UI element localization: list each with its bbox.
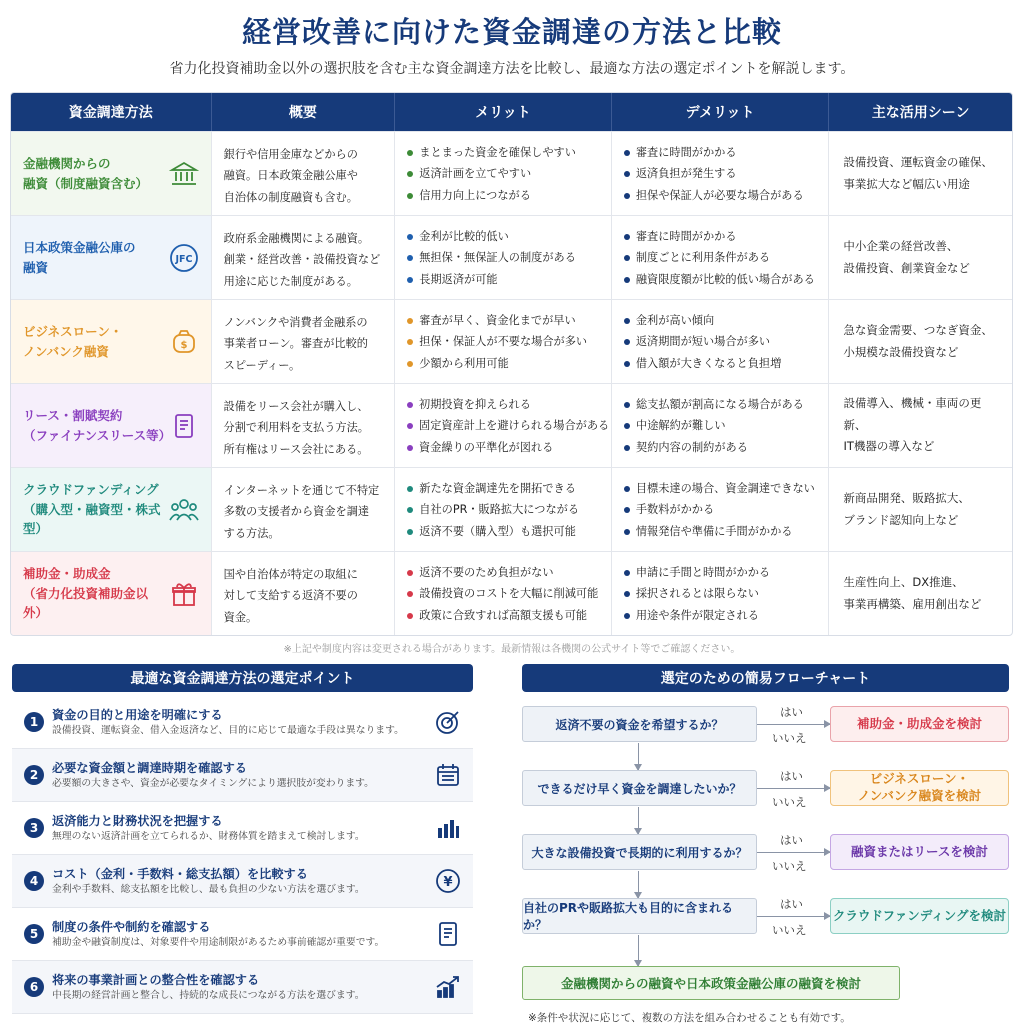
overview-line: インターネットを通じて不特定 [223,484,380,497]
point-title: 必要な資金額と調達時期を確認する [52,760,247,775]
demerits-cell [612,300,830,383]
scene-line: 中小企業の経営改善、 [843,238,959,253]
method-name-line1: ビジネスローン・ [23,324,123,340]
demerits-list [612,552,829,626]
demerit-item: 融資限度額が比較的低い場合がある [624,269,823,290]
overview-cell [212,384,396,467]
point-title: 資金の目的と用途を明確にする [52,707,223,722]
crowd-people-icon [167,493,201,527]
merit-item: 返済不要（購入型）も選択可能 [407,521,605,542]
demerits-list [612,216,829,290]
flow-question: 返済不要の資金を希望するか？ [522,706,757,742]
demerits-list [612,384,828,458]
merit-item: 初期投資を抑えられる [407,394,605,415]
flow-no-label: いいえ [772,923,807,937]
merit-item: 返済不要のため負担がない [407,562,605,583]
merits-list [395,216,611,290]
point-title: 返済能力と財務状況を把握する [52,813,223,828]
overview-line: 多数の支援者から資金を調達 [223,505,370,519]
overview-line: スピーディー。 [223,358,301,372]
selection-point-item [12,908,473,961]
selection-point-item [12,855,473,908]
demerits-cell [612,132,830,215]
flow-yes-arrow [757,724,830,725]
overview-line: 銀行や信用金庫などからの [223,148,358,161]
method-cell [11,384,212,467]
page-subtitle: 省力化投資補助金以外の選択肢を含む主な資金調達方法を比較し、最適な方法の選定ポイントを解説します。 [169,61,855,77]
demerit-item: 総支払額が割高になる場合がある [624,394,822,415]
point-number: 2 [24,765,44,785]
flow-result: ビジネスローン・ ノンバンク融資を検討 [830,770,1009,806]
method-name [23,154,148,193]
scene-line: 生産性向上、DX推進、 [843,574,964,589]
overview-line: 対して支給する返済不要の [223,589,358,603]
overview-cell [212,552,396,635]
method-name [23,564,167,622]
method-cell [11,552,212,635]
flow-question: 大きな設備投資で長期的に利用するか？ [522,834,757,870]
merit-item: 返済計画を立てやすい [407,163,605,184]
overview-line: 設備をリース会社が購入し、 [223,400,369,413]
flow-no-label: いいえ [772,731,807,745]
table-header [11,93,1012,131]
demerit-item: 返済負担が発生する [624,163,823,184]
point-description: 設備投資、運転資金、借入金返済など、目的に応じて最適な手段は異なります。 [52,724,404,736]
method-name-line2: ノンバンク融資 [23,343,109,359]
flow-yes-label: はい [780,769,803,783]
method-name-line2: （省力化投資補助金以外） [23,585,149,621]
merits-cell [395,216,612,299]
flow-yes-arrow [757,916,830,917]
flow-result: 補助金・助成金を検討 [830,706,1009,742]
flow-no-label: いいえ [772,795,807,809]
flowchart-panel [522,664,1009,1024]
point-title: 将来の事業計画との整合性を確認する [52,972,260,987]
svg-text:¥: ¥ [443,875,453,890]
demerit-item: 審査に時間がかかる [624,142,823,163]
scene-cell [829,552,1012,635]
method-cell [11,300,212,383]
selection-point-item [12,696,473,749]
flow-yes-label: はい [780,705,803,719]
target-icon [431,708,465,736]
point-description: 必要額の大きさや、資金が必要なタイミングにより選択肢が変わります。 [52,777,374,789]
selection-point-item [12,961,473,1014]
svg-text:$: $ [180,339,188,351]
demerit-item: 目標未達の場合、資金調達できない [624,478,823,499]
merit-item: 長期返済が可能 [407,269,605,290]
point-text [52,971,431,1004]
overview-line: 国や自治体が特定の取組に [223,568,358,581]
merit-item: 担保・保証人が不要な場合が多い [407,331,605,352]
overview-line: 事業者ローン。審査が比較的 [223,337,368,351]
scene-line: 小規模な設備投資など [843,344,959,359]
comparison-table [10,92,1013,636]
overview-line: 自治体の制度融資も含む。 [223,190,358,204]
flow-no-arrow [638,935,639,966]
table-row [11,131,1012,215]
flow-no-arrow [638,743,639,770]
flow-yes-arrow [757,788,830,789]
scene-cell [829,468,1012,551]
overview-cell [212,468,396,551]
table-row [11,467,1012,551]
point-text [52,759,431,792]
merit-item: 新たな資金調達先を開拓できる [407,478,605,499]
jfc-logo-icon [167,241,201,275]
flow-question: 自社のPRや販路拡大も目的に含まれるか？ [522,898,757,934]
point-description: 中長期の経営計画と整合し、持続的な成長につながる方法を選びます。 [52,989,365,1001]
demerit-item: 金利が高い傾向 [624,310,823,331]
merit-item: まとまった資金を確保しやすい [407,142,605,163]
demerit-item: 担保や保証人が必要な場合がある [624,185,823,206]
method-name-line2: （購入型・融資型・株式型） [23,501,161,537]
flow-result: クラウドファンディングを検討 [830,898,1009,934]
point-description: 無理のない返済計画を立てられるか、財務体質を踏まえて検討します。 [52,830,365,842]
demerit-item: 制度ごとに利用条件がある [624,247,823,268]
overview-line: 創業・経営改善・設備投資など [223,253,381,267]
merit-item: 少額から利用可能 [407,353,605,374]
demerits-cell [612,216,830,299]
merit-item: 固定資産計上を避けられる場合がある [407,415,605,436]
contract-document-icon [167,409,201,443]
demerits-cell [612,384,829,467]
table-row [11,215,1012,299]
bank-icon [167,157,201,191]
point-text [52,706,431,739]
overview-cell [212,132,396,215]
demerit-item: 契約内容の制約がある [624,437,822,458]
method-name [23,322,122,361]
demerit-item: 借入額が大きくなると負担増 [624,353,823,374]
table-row [11,551,1012,635]
scene-line: 事業拡大など幅広い用途 [843,176,970,191]
method-cell [11,468,212,551]
selection-point-item [12,749,473,802]
gift-icon [167,577,201,611]
flow-yes-label: はい [780,833,803,847]
merits-cell [395,384,612,467]
flow-note: ※条件や状況に応じて、複数の方法を組み合わせることも有効です。 [528,1012,851,1024]
method-cell [11,216,212,299]
method-name-line1: クラウドファンディング [23,482,159,498]
merits-list [395,552,611,626]
scene-cell [829,216,1012,299]
flow-result: 融資またはリースを検討 [830,834,1009,870]
overview-line: 融資。日本政策金融公庫や [223,169,358,183]
demerit-item: 中途解約が難しい [624,415,822,436]
scene-line: 事業再構築、雇用創出など [843,596,982,611]
header-scenes: 主な活用シーン [871,105,970,121]
demerits-list [612,468,829,542]
flow-yes-arrow [757,852,830,853]
overview-cell [212,300,396,383]
merits-list [395,468,611,542]
method-name [23,238,136,277]
scene-line: IT機器の導入など [843,439,935,454]
method-name-line2: （ファイナンスリース等） [23,427,172,443]
flow-question: できるだけ早く資金を調達したいか？ [522,770,757,806]
overview-line: ノンバンクや消費者金融系の [223,316,368,329]
selection-points-heading: 最適な資金調達方法の選定ポイント [12,664,473,692]
overview-line: 政府系金融機関による融資。 [223,232,370,245]
point-description: 金利や手数料、総支払額を比較し、最も負担の少ない方法を選びます。 [52,883,365,895]
svg-text:JFC: JFC [175,253,193,265]
flow-no-label: いいえ [772,859,807,873]
demerits-cell [612,468,830,551]
selection-points-panel [12,664,473,1014]
point-text [52,918,431,951]
merit-item: 金利が比較的低い [407,226,605,247]
method-name-line1: リース・割賦契約 [23,408,123,424]
point-text [52,865,431,898]
scene-cell [829,384,1012,467]
flow-yes-label: はい [780,897,803,911]
scene-line: 設備投資、運転資金の確保、 [843,154,993,169]
checklist-document-icon [431,920,465,948]
header-overview: 概要 [212,93,396,131]
scene-line: 設備導入、機械・車両の更新、 [843,395,982,432]
selection-point-item [12,802,473,855]
table-row [11,383,1012,467]
merits-cell [395,132,612,215]
header-method: 資金調達方法 [11,93,212,131]
yen-circle-icon [431,867,465,895]
demerit-item: 返済期間が短い場合が多い [624,331,823,352]
scene-cell [829,300,1012,383]
method-cell [11,132,212,215]
scene-line: 新商品開発、販路拡大、 [843,490,970,505]
merits-cell [395,468,612,551]
merit-item: 信用力向上につながる [407,185,605,206]
table-row [11,299,1012,383]
method-name [23,480,167,538]
bar-chart-icon [431,814,465,842]
point-number: 6 [24,977,44,997]
point-title: 制度の条件や制約を確認する [52,919,211,934]
scene-cell [829,132,1012,215]
point-number: 3 [24,818,44,838]
method-name-line1: 金融機関からの [23,156,111,172]
scene-line: 設備投資、創業資金など [843,260,970,275]
overview-line: 用途に応じた制度がある。 [223,274,358,288]
flowchart-heading: 選定のための簡易フローチャート [522,664,1009,692]
merits-list [395,384,611,458]
scene-line: ブランド認知向上など [843,512,959,527]
header-demerits: デメリット [612,93,830,131]
demerits-list [612,132,829,206]
money-bag-icon [167,325,201,359]
table-note: ※上記や制度内容は変更される場合があります。最新情報は各機関の公式サイト等でご確認ください。 [283,644,741,655]
growth-chart-icon [431,973,465,1001]
merit-item: 自社のPR・販路拡大につながる [407,499,605,520]
demerit-item: 用途や条件が限定される [624,605,823,626]
flow-no-arrow [638,807,639,834]
scene-line: 急な資金需要、つなぎ資金、 [843,322,993,337]
method-name-line1: 日本政策金融公庫の [23,240,136,256]
demerit-item: 手数料がかかる [624,499,823,520]
flow-final-result: 金融機関からの融資や日本政策金融公庫の融資を検討 [522,966,900,1000]
demerits-list [612,300,829,374]
merits-cell [395,300,612,383]
merit-item: 審査が早く、資金化までが早い [407,310,605,331]
method-name-line2: 融資 [23,259,49,275]
merit-item: 設備投資のコストを大幅に削減可能 [407,583,605,604]
merit-item: 政策に合致すれば高額支援も可能 [407,605,605,626]
point-description: 補助金や融資制度は、対象要件や用途制限があるため事前確認が重要です。 [52,936,385,948]
merit-item: 資金繰りの平準化が図れる [407,437,605,458]
flow-no-arrow [638,871,639,898]
method-name-line1: 補助金・助成金 [23,566,111,582]
overview-line: 資金。 [223,610,258,624]
point-number: 4 [24,871,44,891]
point-number: 1 [24,712,44,732]
demerit-item: 採択されるとは限らない [624,583,823,604]
demerit-item: 情報発信や準備に手間がかかる [624,521,823,542]
merits-list [395,300,611,374]
overview-line: 分割で利用料を支払う方法。 [223,421,369,435]
overview-cell [212,216,396,299]
overview-line: する方法。 [223,526,280,540]
merits-list [395,132,611,206]
page-title: 経営改善に向けた資金調達の方法と比較 [241,15,782,49]
demerits-cell [612,552,830,635]
method-name-line2: 融資（制度融資含む） [23,175,149,191]
merit-item: 無担保・無保証人の制度がある [407,247,605,268]
overview-line: 所有権はリース会社にある。 [223,442,369,456]
point-title: コスト（金利・手数料・総支払額）を比較する [52,866,308,881]
header-merits: メリット [395,93,612,131]
method-name [23,406,172,445]
calendar-icon [431,761,465,789]
merits-cell [395,552,612,635]
demerit-item: 申請に手間と時間がかかる [624,562,823,583]
point-text [52,812,431,845]
demerit-item: 審査に時間がかかる [624,226,823,247]
point-number: 5 [24,924,44,944]
